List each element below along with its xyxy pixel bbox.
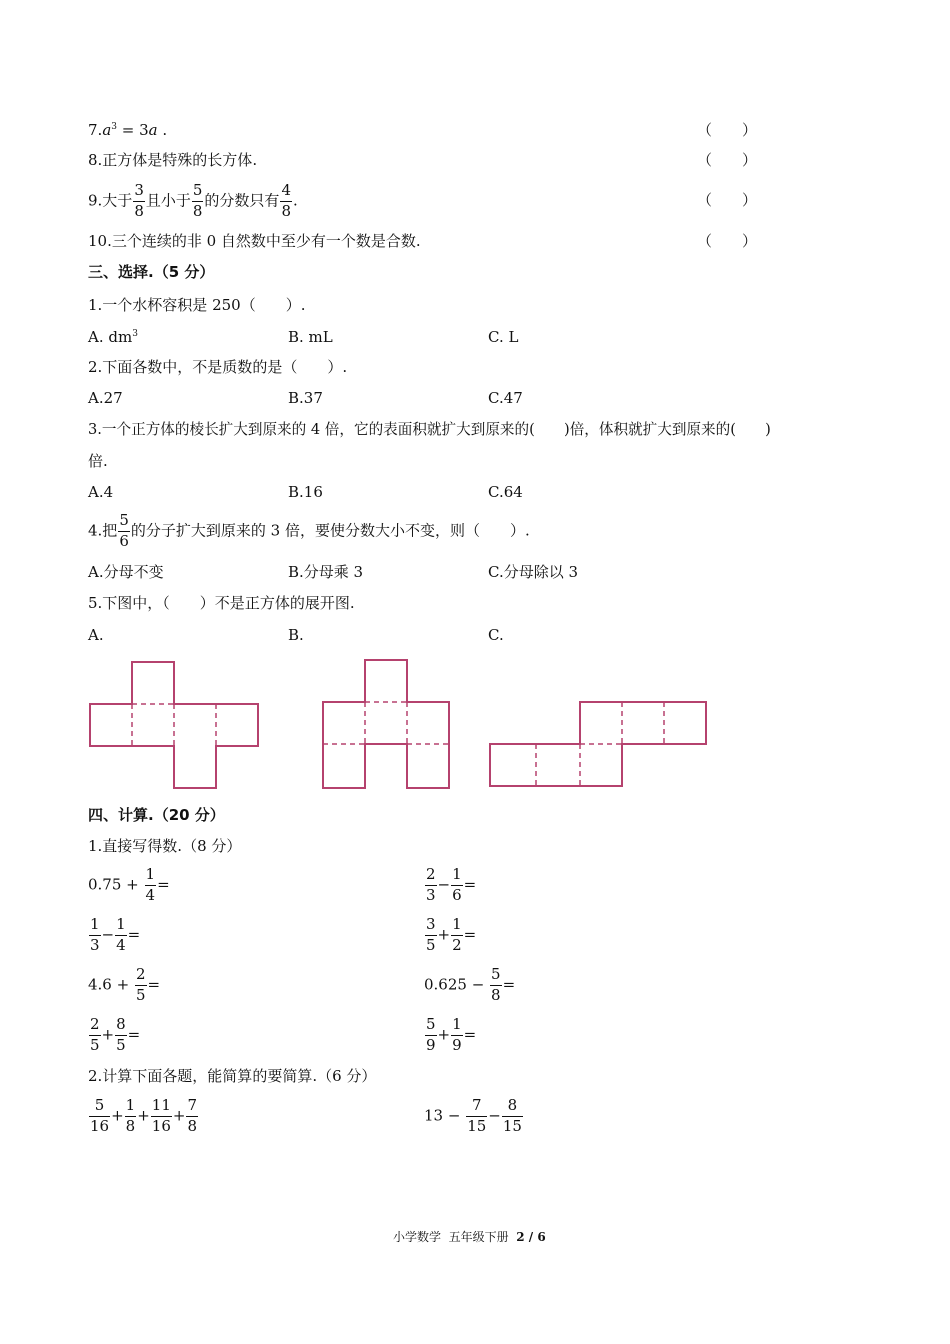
option-b: B. mL	[288, 328, 333, 346]
option-c: C.64	[488, 483, 523, 501]
fraction: $\frac{3}{5}$	[426, 915, 436, 954]
option-c: C.	[488, 626, 504, 644]
choice-question-3-cont: 倍.	[88, 452, 108, 470]
fraction: $\frac{1}{3}$	[90, 915, 100, 954]
choice-question-2: 2.下面各数中，不是质数的是（ ）.	[88, 358, 348, 376]
cube-net-c	[488, 700, 710, 790]
expression-1: 0.75 + $\frac{1}{4}$ =	[88, 865, 170, 904]
calculation-1: $\frac{5}{16}$ + $\frac{1}{8}$ + $\frac{11}{16}$ + $\frac{7}{8}$	[90, 1096, 198, 1135]
fraction: $\frac{8}{15}$	[502, 1096, 522, 1135]
fraction: $\frac{5}{8}$	[491, 965, 501, 1004]
question-9: 9.大于 $\frac{3}{8}$ 且小于 $\frac{5}{8}$ 的分数只有 $\frac{4}{8}$ .	[88, 181, 298, 220]
option-c: C. L	[488, 328, 519, 346]
option-a: A. $dm^3$	[88, 328, 138, 346]
cube-net-a	[86, 660, 262, 790]
answer-paren: （ ）	[697, 151, 758, 169]
fraction: $\frac{1}{6}$	[452, 865, 462, 904]
page-number: 2 / 6	[516, 1230, 546, 1244]
expression-8: $\frac{5}{9}$ + $\frac{1}{9}$ =	[426, 1015, 477, 1054]
fraction: $\frac{4}{8}$	[281, 181, 291, 220]
calculation-2: 13 − $\frac{7}{15}$ − $\frac{8}{15}$	[424, 1096, 522, 1135]
expression-6: 0.625 − $\frac{5}{8}$ =	[424, 965, 516, 1004]
choice-question-4: 4.把 $\frac{5}{6}$ 的分子扩大到原来的 3 倍，要使分数大小不变，则（ ）.	[88, 511, 530, 550]
option-a: A.	[88, 626, 104, 644]
choice-question-3: 3.一个正方体的棱长扩大到原来的 4 倍，它的表面积就扩大到原来的( )倍，体积就扩大到原来的( )	[88, 421, 771, 438]
choice-question-5: 5.下图中，（ ）不是正方体的展开图.	[88, 594, 355, 612]
fraction: $\frac{7}{15}$	[467, 1096, 487, 1135]
option-a: A.27	[88, 389, 123, 407]
fraction: $\frac{7}{8}$	[187, 1096, 198, 1135]
option-a: A.分母不变	[88, 563, 164, 581]
fraction: $\frac{11}{16}$	[151, 1096, 171, 1135]
option-c: C.分母除以 3	[488, 563, 579, 581]
expression-3: $\frac{1}{3}$ − $\frac{1}{4}$ =	[90, 915, 141, 954]
option-c: C.47	[488, 389, 523, 407]
subsection-1-title: 1.直接写得数.（8 分）	[88, 837, 242, 855]
cube-net-b	[319, 658, 453, 790]
question-7: $7.a^3 = 3a$ .	[88, 121, 168, 139]
fraction: $\frac{5}{9}$	[426, 1015, 436, 1054]
question-8: 8.正方体是特殊的长方体.	[88, 151, 258, 169]
fraction: $\frac{1}{9}$	[452, 1015, 462, 1054]
fraction: $\frac{8}{5}$	[116, 1015, 126, 1054]
answer-paren: （ ）	[697, 121, 758, 139]
choice-question-1: 1.一个水杯容积是 250（ ）.	[88, 296, 306, 314]
fraction: $\frac{2}{5}$	[135, 965, 146, 1004]
fraction: $\frac{1}{2}$	[452, 915, 462, 954]
section-3-title: 三、选择.（5 分）	[88, 263, 215, 281]
answer-paren: （ ）	[697, 191, 758, 209]
section-4-title: 四、计算.（20 分）	[88, 806, 225, 824]
fraction: $\frac{5}{16}$	[90, 1096, 110, 1135]
fraction: $\frac{5}{8}$	[192, 181, 203, 220]
option-b: B.	[288, 626, 304, 644]
option-a: A.4	[88, 483, 114, 501]
option-b: B.37	[288, 389, 323, 407]
fraction: $\frac{2}{3}$	[426, 865, 436, 904]
expression-5: 4.6 + $\frac{2}{5}$ =	[88, 965, 161, 1004]
option-b: B.16	[288, 483, 323, 501]
fraction: $\frac{1}{4}$	[145, 865, 156, 904]
subsection-2-title: 2.计算下面各题，能简算的要简算.（6 分）	[88, 1067, 377, 1085]
fraction: $\frac{1}{8}$	[125, 1096, 136, 1135]
fraction: $\frac{2}{5}$	[90, 1015, 100, 1054]
expression-2: $\frac{2}{3}$ − $\frac{1}{6}$ =	[426, 865, 477, 904]
answer-paren: （ ）	[697, 232, 758, 250]
fraction: $\frac{3}{8}$	[134, 181, 144, 220]
expression-7: $\frac{2}{5}$ + $\frac{8}{5}$ =	[90, 1015, 141, 1054]
question-10: 10.三个连续的非 0 自然数中至少有一个数是合数.	[88, 232, 421, 250]
fraction: $\frac{5}{6}$	[119, 511, 129, 550]
page-footer: 小学数学 五年级下册 2 / 6	[393, 1230, 546, 1244]
fraction: $\frac{1}{4}$	[116, 915, 126, 954]
expression-4: $\frac{3}{5}$ + $\frac{1}{2}$ =	[426, 915, 477, 954]
option-b: B.分母乘 3	[288, 563, 364, 581]
